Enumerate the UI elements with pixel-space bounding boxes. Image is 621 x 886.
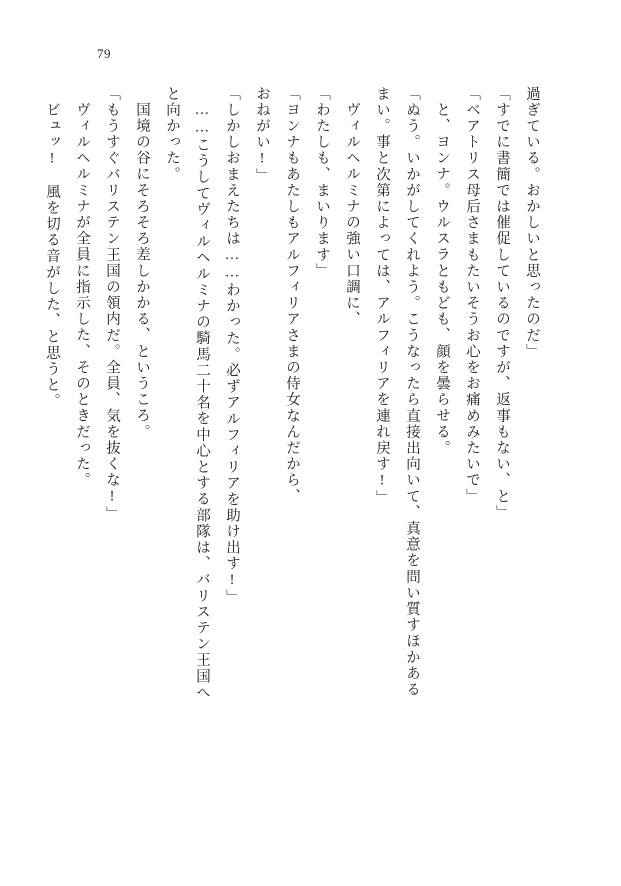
text-line: 「ベアトリス母后さまもたいそうお心をお痛めみたいで」	[464, 86, 480, 505]
body-text-block	[44, 86, 547, 816]
text-line: 「ヨンナもあたしもアルフィリアさまの侍女なんだから、	[284, 86, 300, 505]
page-number: 79	[97, 46, 111, 61]
text-line: ヴィルヘルミナの強い口調に、	[344, 102, 360, 328]
text-line: 「わたしも、まいります」	[314, 86, 330, 280]
text-line: おねがい!」	[254, 86, 270, 185]
text-line: 国境の谷にそろそろ差しかかる、というころ。	[134, 102, 150, 441]
text-line: まい。事と次第によっては、アルフィリアを連れ戻す!」	[374, 86, 390, 507]
text-line: ……こうしてヴィルヘルミナの騎馬二十名を中心とする部隊は、バリステン王国へ	[194, 102, 210, 701]
text-line: 過ぎている。おかしいと思ったのだ」	[524, 86, 540, 360]
text-line: 「すでに書簡では催促しているのですが、返事もない、と」	[494, 86, 510, 521]
text-line: と向かった。	[164, 86, 180, 183]
text-line: と、ヨンナ。ウルスラともども、顔を曇らせる。	[434, 102, 450, 457]
text-line: 「しかしおまえたちは……わかった。必ずアルフィリアを助け出す!」	[224, 86, 240, 606]
text-line: 「もうすぐバリステン王国の領内だ。全員、気を抜くな!」	[104, 86, 120, 523]
text-line: ビュッ! 風を切る音がした、と思うと。	[44, 102, 60, 410]
text-line: 「ぬう。いかがしてくれよう。こうなったら直接出向いて、真意を問い質すほかある	[404, 86, 420, 698]
text-line: ヴィルヘルミナが全員に指示した、そのときだった。	[74, 102, 90, 489]
